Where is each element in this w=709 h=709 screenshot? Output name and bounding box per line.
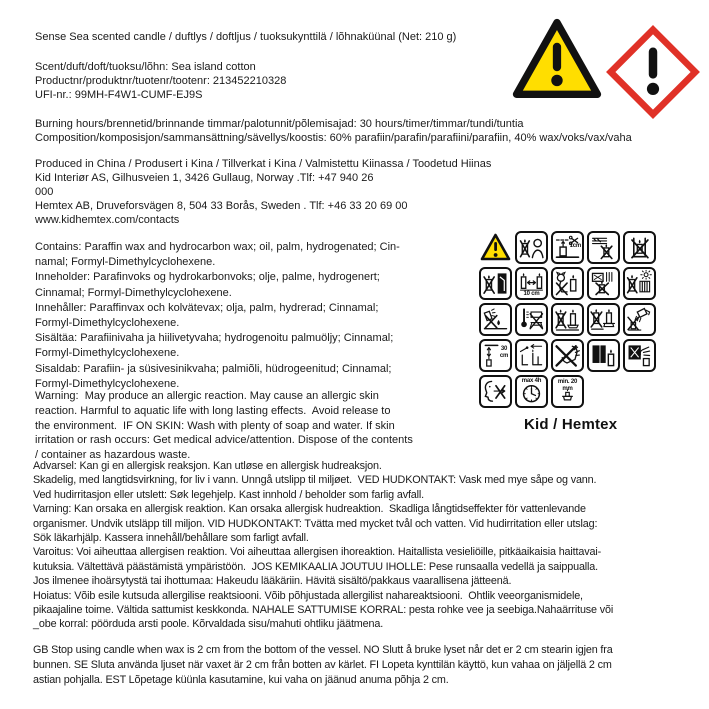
- pictogram-keep-candles-10cm-apart-icon: [515, 267, 548, 300]
- product-info: [35, 60, 286, 102]
- text-line: Inneholder: Parafinvoks og hydrokarbonvoks; olje, palme, hydrogenert;: [35, 271, 380, 284]
- text-line: Composition/komposisjon/sammansättning/sävellys/koostis: 60% parafiin/parafin/parafiini/parafiin, 40% wax/voks/vax/vaha: [35, 132, 632, 144]
- text-line: Formyl-Dimethylcyclohexene.: [35, 317, 180, 330]
- pictogram-keep-30cm-clearance-above-icon: [479, 339, 512, 372]
- brand-name: Kid / Hemtex: [524, 416, 618, 433]
- general-warning-triangle-icon: [511, 17, 603, 105]
- text-line: Scent/duft/doft/tuoksu/lõhn: Sea island cotton: [35, 61, 256, 73]
- pictogram-keep-away-from-curtains-icon: [587, 339, 620, 372]
- pictogram-keep-out-of-reach-of-children-icon: [515, 231, 548, 264]
- text-line: reaction. Harmful to aquatic life with long lasting effects. Avoid release to: [35, 404, 391, 417]
- text-line: kutuksia. Vältettävä päästämistä ympäristöön. JOS KEMIKAALIA JOUTUU IHOLLE: Pese runsaalla vedellä ja saippualla.: [33, 560, 599, 573]
- pictogram-avoid-drafts-icon: [479, 267, 512, 300]
- pictogram-label: 1cm: [569, 243, 581, 249]
- text-line: Produced in China / Produsert i Kina / Tillverkat i Kina / Valmistettu Kiinassa / Toodetud Hiinas: [35, 158, 492, 170]
- text-line: www.kidhemtex.com/contacts: [35, 214, 180, 226]
- text-line: Jos ilmenee ihoärsytystä tai ihottumaa: Hakeudu lääkäriin. Hävitä sisältö/pakkaus vaarallisena jätteenä.: [33, 575, 512, 588]
- text-line: GB Stop using candle when wax is 2 cm from the bottom of the vessel. NO Slutt å bruke lyset når det er 2 cm stearin igjen fra: [33, 644, 613, 656]
- text-line: Sisältäa: Parafiinivaha ja hiilivetyvaha; hydrogenoitu palmuöljy; Cinnamal;: [35, 332, 394, 345]
- pictogram-keep-away-from-heat-sources-icon: [623, 267, 656, 300]
- warning-section-nordic: [33, 459, 698, 632]
- text-line: Sisaldab: Parafiin- ja süsivesinikvaha; palmiõli, hüdrogeenitud; Cinnamal;: [35, 362, 392, 375]
- ghs07-exclamation-diamond-icon: [606, 25, 700, 119]
- text-line: Varoitus: Voi aiheuttaa allergisen reaktion. Voi aiheuttaa allergisen ihoreaktion. Haitallista vesieliöille, pitkäaikaisia haittavai-: [33, 546, 602, 559]
- pictogram-do-not-place-without-holder-icon: [587, 303, 620, 336]
- text-line: bunnen. SE Sluta använda ljuset när vaxet är 2 cm från botten av kärlet. FI Lopeta kynttilän käyttö, kun vahaa on jäljellä 2 cm: [33, 659, 612, 671]
- text-line: pikaajaline toime. Vältida sattumist keskkonda. NAHALE SATTUMISE KORRAL: pesta rohke vee ja seebiga.Nahaärrituse või: [33, 604, 614, 617]
- text-line: the environment. IF ON SKIN: Wash with plenty of soap and water. If skin: [35, 419, 395, 432]
- pictogram-stop-when-20mm-wax-left-icon: [551, 375, 584, 408]
- pictogram-do-not-leave-unattended-icon: [623, 339, 656, 372]
- pictogram-place-on-heat-resistant-surface-icon: [515, 303, 548, 336]
- text-line: Hoiatus: Võib esile kutsuda allergilise reaktsiooni. Võib põhjustada allergilist nahareaktsiooni. Ohtlik veeorganismidele,: [33, 589, 583, 602]
- producer-info: [35, 157, 491, 227]
- text-line: Cinnamal; Formyl-Dimethylcyclohexene.: [35, 286, 232, 299]
- text-line: astian pohjalla. EST Lõpetage küünla kasutamine, kui vaha on jäänud anuma põhja 2 cm.: [33, 674, 449, 686]
- text-line: Productnr/produktnr/tuotenr/tootenr: 213452210328: [35, 75, 287, 87]
- text-line: Advarsel: Kan gi en allergisk reaksjon. Kan utløse en allergisk hudreaksjon.: [33, 460, 382, 472]
- page-title: Sense Sea scented candle / duftlys / doftljus / tuoksukynttilä / lõhnaküünal (Net: 210 g): [35, 31, 457, 43]
- text-line: 000: [35, 186, 54, 198]
- text-line: UFI-nr.: 99MH-F4W1-CUMF-EJ9S: [35, 89, 203, 101]
- contains-section: [35, 240, 480, 392]
- pictogram-do-not-blow-to-extinguish-icon: [479, 375, 512, 408]
- text-line: irritation or rash occurs: Get medical advice/attention. Dispose of the contents: [35, 434, 413, 447]
- text-line: Burning hours/brennetid/brinnande timmar/palotunnit/põlemisajad: 30 hours/timer/timmar/tundi/tuntia: [35, 118, 524, 130]
- text-line: / container as hazardous waste.: [35, 449, 191, 462]
- pictogram-trim-wick-1cm-icon: [551, 231, 584, 264]
- burning-composition-info: [35, 117, 632, 145]
- pictogram-do-not-spray-near-flame-icon: [479, 303, 512, 336]
- pictogram-always-use-suitable-holder-icon: [551, 303, 584, 336]
- text-line: Formyl-Dimethylcyclohexene.: [35, 347, 180, 360]
- text-line: Sök läkarhjälp. Kassera innehåll/behållare som farligt avfall.: [33, 532, 309, 545]
- pictogram-label: min. 20 mm: [557, 379, 578, 392]
- text-line: organismer. Undvik utsläpp till miljon. VID HUDKONTAKT: Tvätta med mycket tvål och vatten. Vid hudirritation eller utslag:: [33, 517, 598, 530]
- pictogram-label: max 4h: [521, 378, 542, 384]
- text-line: Hemtex AB, Druveforsvägen 8, 504 33 Borås, Sweden . Tlf: +46 33 20 69 00: [35, 200, 408, 212]
- safety-pictogram-grid: [479, 231, 656, 408]
- text-line: Formyl-Dimethylcyclohexene.: [35, 377, 180, 390]
- pictogram-do-not-extinguish-with-water-icon: [623, 303, 656, 336]
- text-line: Ved hudirritasjon eller utslett: Søk legehjelp. Kast innhold / beholder som farlig avfall.: [33, 488, 425, 501]
- text-line: Contains: Paraffin wax and hydrocarbon wax; oil, palm, hydrogenated; Cin-: [35, 241, 400, 253]
- text-line: Innehåller: Paraffinvax och kolvätevax; olja, palm, hydrerad; Cinnamal;: [35, 301, 379, 314]
- text-line: Warning: May produce an allergic reaction. May cause an allergic skin: [35, 390, 379, 402]
- pictogram-label: 10 cm: [523, 290, 540, 297]
- product-title: [35, 30, 456, 44]
- pictogram-burn-max-4-hours-icon: [515, 375, 548, 408]
- text-line: Kid Interiør AS, Gilhusveien 1, 3426 Gullaug, Norway .Tlf: +47 940 26: [35, 172, 374, 184]
- usage-instructions: [33, 643, 698, 688]
- pictogram-keep-away-from-flammable-objects-icon: [587, 267, 620, 300]
- text-line: _obe korral: pöörduda arsti poole. Kõrvaldada sisu/mahuti ohtliku jäätmena.: [33, 618, 384, 631]
- warning-section-en: [35, 389, 485, 463]
- text-line: Skadelig, med langtidsvirkning, for liv i vann. Unngå utslipp til miljøet. VED HUDKONTAKT: Vask med mye såpe og vann.: [33, 474, 597, 487]
- pictogram-do-not-move-burning-candle-icon: [551, 339, 584, 372]
- pictogram-keep-away-from-pets-icon: [551, 267, 584, 300]
- text-line: namal; Formyl-Dimethylcyclohexene.: [35, 256, 216, 269]
- pictogram-label: 30 cm: [499, 346, 509, 359]
- pictogram-light-wick-correctly-icon: [515, 339, 548, 372]
- pictogram-keep-away-from-flammable-materials-icon: [587, 231, 620, 264]
- pictogram-general-warning-triangle-icon: [479, 231, 512, 264]
- text-line: Varning: Kan orsaka en allergisk reaktion. Kan orsaka allergisk hudreaktion. Skadliga långtidseffekter för vattenlevande: [33, 503, 586, 516]
- pictogram-do-not-burn-candle-to-bottom-icon: [623, 231, 656, 264]
